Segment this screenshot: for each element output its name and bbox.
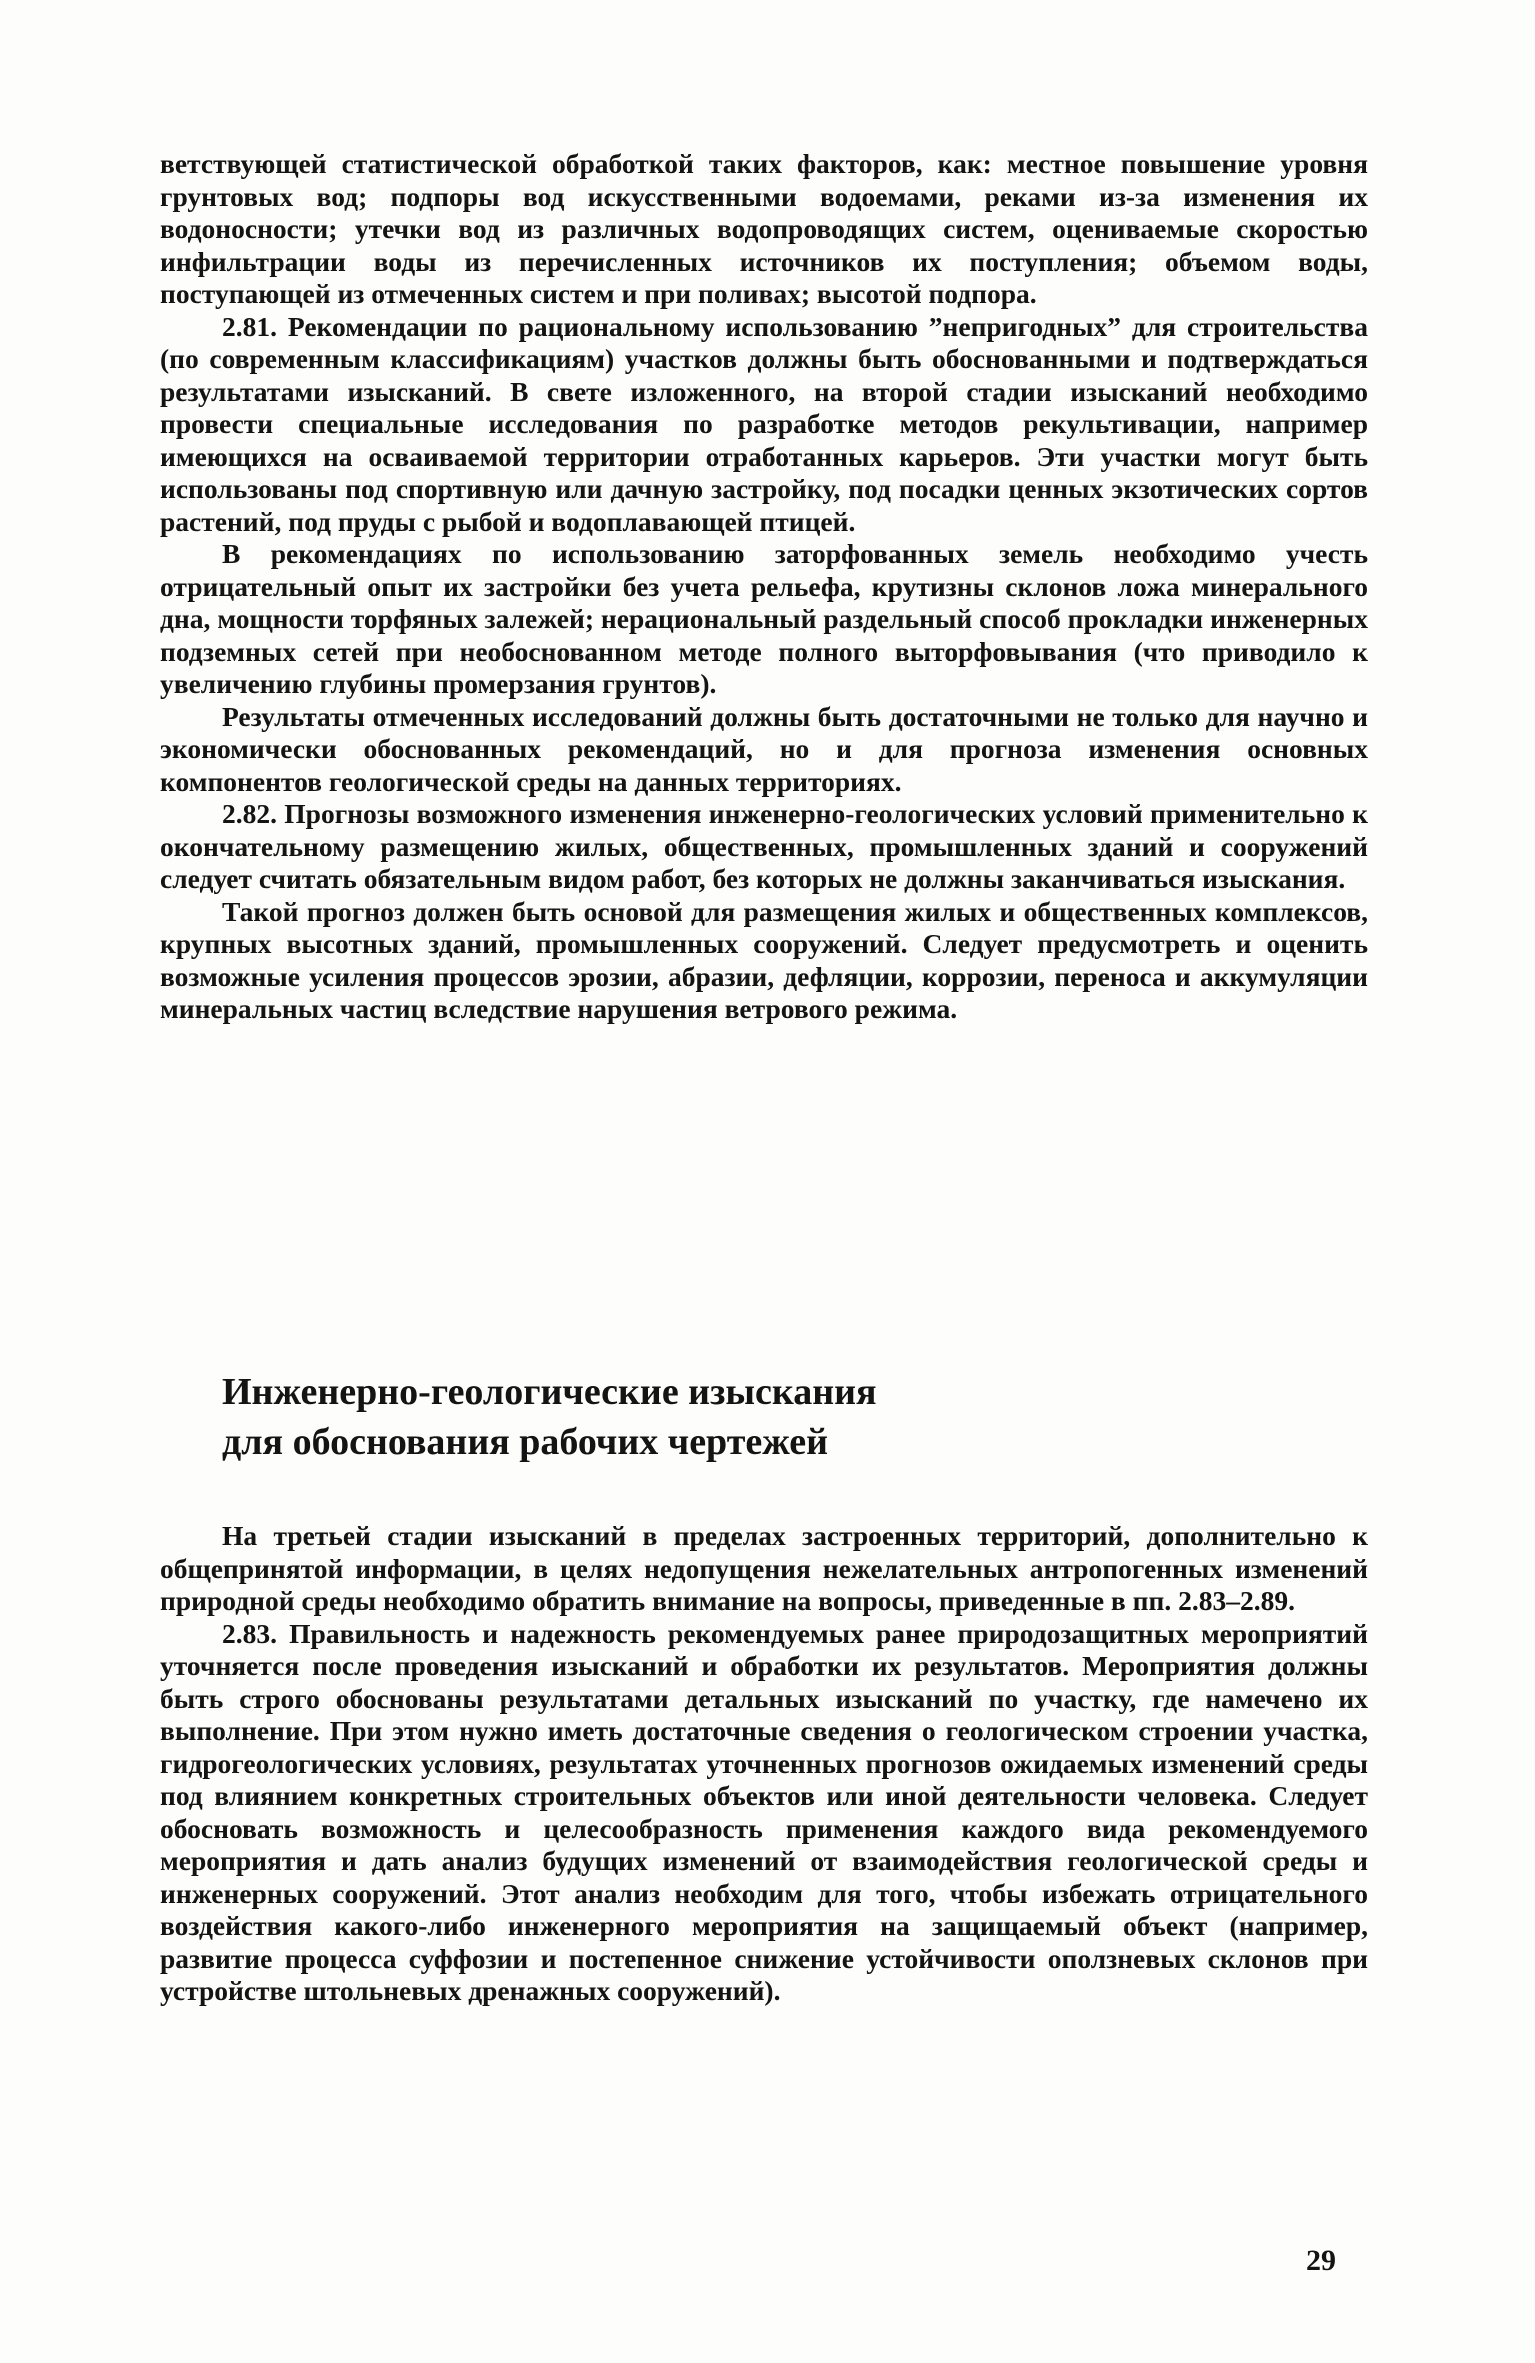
paragraph-forecast: Такой прогноз должен быть основой для размещения жилых и общественных комплексов, крупных высотных зданий, промышленных сооружений. Следует предусмотреть и оценить возможные усиления процессов эрозии, абразии, дефляции, коррозии, переноса и аккумуляции минеральных частиц вследствие нарушения ветрового режима. xyxy=(160,895,1368,1024)
paragraph-continuation: ветствующей статистической обработкой таких факторов, как: местное повышение уровня грунтовых вод; подпоры вод искусственными водоемами, реками из-за изменения их водоносности; утечки вод из различных водопроводящих систем, оцениваемые скоростью инфильтрации воды из перечисленных источников их поступления; объемом воды, поступающей из отмеченных систем и при поливах; высотой подпора. xyxy=(160,148,1368,309)
paragraph-2-83: 2.83. Правильность и надежность рекомендуемых ранее природозащитных мероприятий уточняется после проведения изысканий и обработки их результатов. Мероприятия должны быть строго обоснованы результатами детальных изысканий по участку, где намечено их выполнение. При этом нужно иметь достаточные сведения о геологическом строении участка, гидрогеологических условиях, результатах уточненных прогнозов ожидаемых изменений среды под влиянием конкретных строительных объектов или иной деятельности человека. Следует обосновать возможность и целесообразность применения каждого вида рекомендуемого мероприятия и дать анализ будущих изменений от взаимодействия геологической среды и инженерных сооружений. Этот анализ необходим для того, чтобы избежать отрицательного воздействия какого-либо инженерного мероприятия на защищаемый объект (например, развитие процесса суффозии и постепенное снижение устойчивости оползневых склонов при устройстве штольневых дренажных сооружений). xyxy=(160,1617,1368,2006)
section-heading xyxy=(222,1367,1222,1467)
text-block-top xyxy=(160,148,1368,1026)
paragraph-2-82: 2.82. Прогнозы возможного изменения инженерно-геологических условий применительно к окончательному размещению жилых, общественных, промышленных зданий и сооружений следует считать обязательным видом работ, без которых не должны заканчиваться изыскания. xyxy=(160,798,1368,894)
paragraph-results: Результаты отмеченных исследований должны быть достаточными не только для научно и экономически обоснованных рекомендаций, но и для прогноза изменения основных компонентов геологической среды на данных территориях. xyxy=(160,700,1368,797)
paragraph-peat-lands: В рекомендациях по использованию заторфованных земель необходимо учесть отрицательный опыт их застройки без учета рельефа, крутизны склонов ложа минерального дна, мощности торфяных залежей; нерациональный раздельный способ прокладки инженерных подземных сетей при необоснованном методе полного выторфовывания (что приводило к увеличению глубины промерзания грунтов). xyxy=(160,538,1368,699)
paragraph-third-stage: На третьей стадии изысканий в пределах застроенных территорий, дополнительно к общепринятой информации, в целях недопущения нежелательных антропогенных изменений природной среды необходимо обратить внимание на вопросы, приведенные в пп. 2.83–2.89. xyxy=(160,1520,1368,1616)
page-number: 29 xyxy=(1306,2244,1336,2277)
text-block-bottom xyxy=(160,1520,1368,2008)
section-heading-line-1: Инженерно-геологические изыскания xyxy=(222,1371,877,1413)
section-heading-line-2: для обоснования рабочих чертежей xyxy=(222,1421,829,1463)
paragraph-2-81: 2.81. Рекомендации по рациональному использованию ”непригодных” для строительства (по современным классификациям) участков должны быть обоснованными и подтверждаться результатами изысканий. В свете изложенного, на второй стадии изысканий необходимо провести специальные исследования по разработке методов рекультивации, например имеющихся на осваиваемой территории отработанных карьеров. Эти участки могут быть использованы под спортивную или дачную застройку, под посадки ценных экзотических сортов растений, под пруды с рыбой и водоплавающей птицей. xyxy=(160,310,1368,537)
